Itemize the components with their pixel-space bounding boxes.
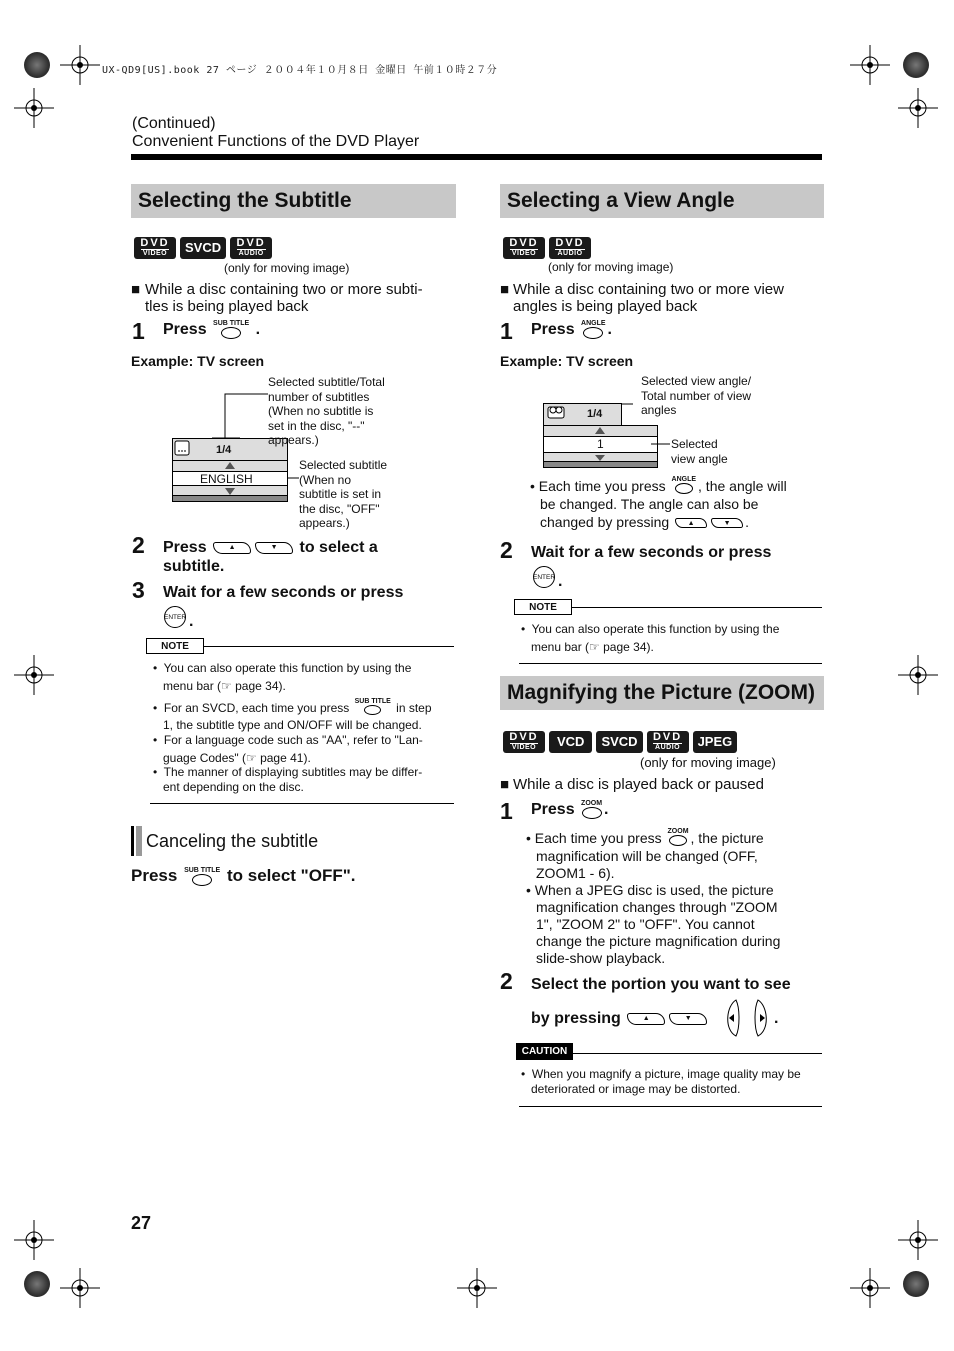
registration-mark-icon — [14, 655, 54, 695]
step-number: 1 — [132, 318, 145, 344]
format-badges — [503, 731, 741, 753]
caution-rule-bottom — [519, 1106, 822, 1107]
badge-dvd-audio: DVD AUDIO — [647, 731, 689, 753]
enter-button-icon: ENTER — [164, 606, 186, 628]
caution-item: • When you magnify a picture, image quality may be deteriorated or image may be distorted. — [521, 1067, 801, 1096]
up-button-icon: ▲ — [675, 518, 707, 528]
step-number: 2 — [500, 537, 513, 563]
step-text: Wait for a few seconds or press — [163, 584, 404, 601]
example-label: Example: TV screen — [500, 353, 634, 369]
print-info: UX-QD9[US].book 27 ページ ２００４年１０月８日 金曜日 午前１０時２７分 — [102, 65, 498, 76]
subheading-marker — [131, 826, 134, 856]
caption-selected-angle: Selected view angle — [671, 437, 728, 466]
condition-bullet: ■ — [500, 281, 510, 298]
step-text: Wait for a few seconds or press — [531, 544, 772, 561]
enter-button-icon: ENTER — [533, 566, 555, 588]
header-title: Convenient Functions of the DVD Player — [132, 133, 420, 150]
badge-jpeg: JPEG — [693, 731, 738, 753]
note-tag: NOTE — [514, 599, 572, 615]
only-moving-note: (only for moving image) — [224, 261, 350, 275]
registration-mark-icon — [898, 88, 938, 128]
down-button-icon: ▼ — [255, 542, 293, 554]
caption-angle-total: Selected view angle/ Total number of view angles — [641, 374, 752, 417]
up-button-icon: ▲ — [627, 1013, 665, 1025]
section-heading-subtitle: Selecting the Subtitle — [131, 184, 456, 218]
step-number: 1 — [500, 798, 513, 824]
condition-bullet: ■ — [131, 281, 141, 298]
format-badges — [503, 237, 595, 259]
note-rule-bottom — [519, 663, 822, 664]
caption-subtitle-total: Selected subtitle/Total number of subtitles (When no subtitle is set in the disc, "--" appears.) — [268, 375, 385, 447]
osd-value: 1/4 — [587, 408, 603, 420]
registration-mark-icon — [898, 655, 938, 695]
registration-mark-icon — [14, 1220, 54, 1260]
zoom-bullets: • Each time you press ZOOM , the picture magnification will be changed (OFF, ZOOM1 - 6). • When a JPEG disc is used, the picture magnification changes through "ZOOM 1", "ZOOM 2" to "OFF". You cannot change the picture magnification during slide-show playback. — [526, 828, 781, 967]
note-item: • You can also operate this function by using the menu bar (☞ page 34). — [153, 661, 412, 693]
osd-language: ENGLISH — [200, 472, 253, 486]
registration-mark-icon — [14, 88, 54, 128]
registration-mark-icon — [457, 1268, 497, 1308]
condition-line: angles is being played back — [513, 298, 698, 315]
registration-mark-icon — [850, 45, 890, 85]
condition-line: tles is being played back — [145, 298, 309, 315]
section-heading-angle: Selecting a View Angle — [500, 184, 824, 218]
registration-mark-icon — [60, 45, 100, 85]
step-number: 2 — [500, 968, 513, 994]
condition-line: While a disc containing two or more view — [513, 281, 784, 298]
angle-button: ANGLE — [581, 320, 606, 339]
step-number: 2 — [132, 532, 145, 558]
note-item: • For an SVCD, each time you press SUB TITLE in step 1, the subtitle type and ON/OFF will be changed. — [153, 698, 432, 733]
subtitle-button: SUB TITLE — [184, 867, 220, 886]
badge-svcd: SVCD — [596, 731, 642, 753]
zoom-button: ZOOM — [668, 828, 689, 846]
step-text-press: Press — [163, 321, 207, 338]
color-target-icon — [903, 52, 929, 78]
subheading-marker — [136, 826, 142, 856]
note-item: • You can also operate this function by using the menu bar (☞ page 34). — [521, 622, 780, 654]
osd-value: 1/4 — [216, 444, 232, 456]
reference-hand-icon: ☞ — [589, 640, 600, 654]
step-text: Press ANGLE . — [531, 320, 612, 338]
badge-dvd-audio: DVD AUDIO — [549, 237, 591, 259]
page-number: 27 — [131, 1213, 152, 1233]
registration-mark-icon — [898, 1220, 938, 1260]
note-rule-bottom — [150, 803, 454, 804]
section-heading-zoom: Magnifying the Picture (ZOOM) — [500, 676, 824, 710]
step-end: . — [255, 321, 261, 338]
color-target-icon — [903, 1271, 929, 1297]
example-label: Example: TV screen — [131, 353, 265, 369]
step-end: . — [774, 1010, 779, 1027]
canceling-heading: Canceling the subtitle — [146, 831, 319, 851]
down-button-icon: ▼ — [711, 518, 743, 528]
header-bar — [131, 154, 822, 160]
note-item: • For a language code such as "AA", refer to "Lan- guage Codes" (☞ page 41). — [153, 733, 423, 765]
step-text: Press ZOOM . — [531, 800, 609, 818]
format-badges — [134, 237, 276, 259]
badge-dvd-video: DVD VIDEO — [134, 237, 176, 259]
only-moving-note: (only for moving image) — [640, 755, 776, 770]
badge-vcd: VCD — [549, 731, 592, 753]
zoom-button: ZOOM — [581, 800, 602, 819]
badge-dvd-video: DVD VIDEO — [503, 237, 545, 259]
reference-hand-icon: ☞ — [245, 751, 257, 765]
cancel-instruction: Press SUB TITLE to select "OFF". — [131, 866, 356, 885]
up-button-icon: ▲ — [213, 542, 251, 554]
condition-line: While a disc containing two or more subti- — [145, 281, 423, 298]
note-item: • The manner of displaying subtitles may be differ- ent depending on the disc. — [153, 765, 423, 794]
color-target-icon — [24, 52, 50, 78]
condition-line: While a disc is played back or paused — [513, 776, 764, 793]
caution-tag: CAUTION — [516, 1043, 573, 1060]
registration-mark-icon — [850, 1268, 890, 1308]
left-right-button-icon — [722, 998, 772, 1038]
condition-bullet: ■ — [500, 776, 510, 793]
only-moving-note: (only for moving image) — [548, 260, 674, 274]
step-text: by pressing ▲ ▼ — [531, 1009, 709, 1028]
step-end: . — [558, 573, 563, 590]
header-continued: (Continued) — [132, 115, 216, 132]
step-end: . — [189, 613, 194, 630]
angle-bullet: • Each time you press ANGLE , the angle will be changed. The angle can also be changed by pressing ▲ ▼ . — [530, 476, 787, 530]
osd-selected: 1 — [597, 437, 604, 451]
subtitle-button: SUB TITLE — [213, 320, 249, 339]
caption-selected-subtitle: Selected subtitle (When no subtitle is set in the disc, "OFF" appears.) — [299, 458, 388, 530]
color-target-icon — [24, 1271, 50, 1297]
badge-dvd-video: DVD VIDEO — [503, 731, 545, 753]
step-text: Press ▲ ▼ to select a — [163, 539, 378, 556]
step-text: Select the portion you want to see — [531, 976, 791, 993]
step-text: subtitle. — [163, 558, 225, 575]
badge-svcd: SVCD — [180, 237, 226, 259]
subtitle-button: SUB TITLE — [355, 698, 391, 715]
angle-button: ANGLE — [672, 476, 697, 494]
step-number: 1 — [500, 318, 513, 344]
down-button-icon: ▼ — [669, 1013, 707, 1025]
note-tag: NOTE — [146, 638, 204, 654]
step-number: 3 — [132, 577, 145, 603]
step-text — [163, 320, 260, 339]
registration-mark-icon — [60, 1268, 100, 1308]
reference-hand-icon: ☞ — [221, 679, 232, 693]
badge-dvd-audio: DVD AUDIO — [230, 237, 272, 259]
